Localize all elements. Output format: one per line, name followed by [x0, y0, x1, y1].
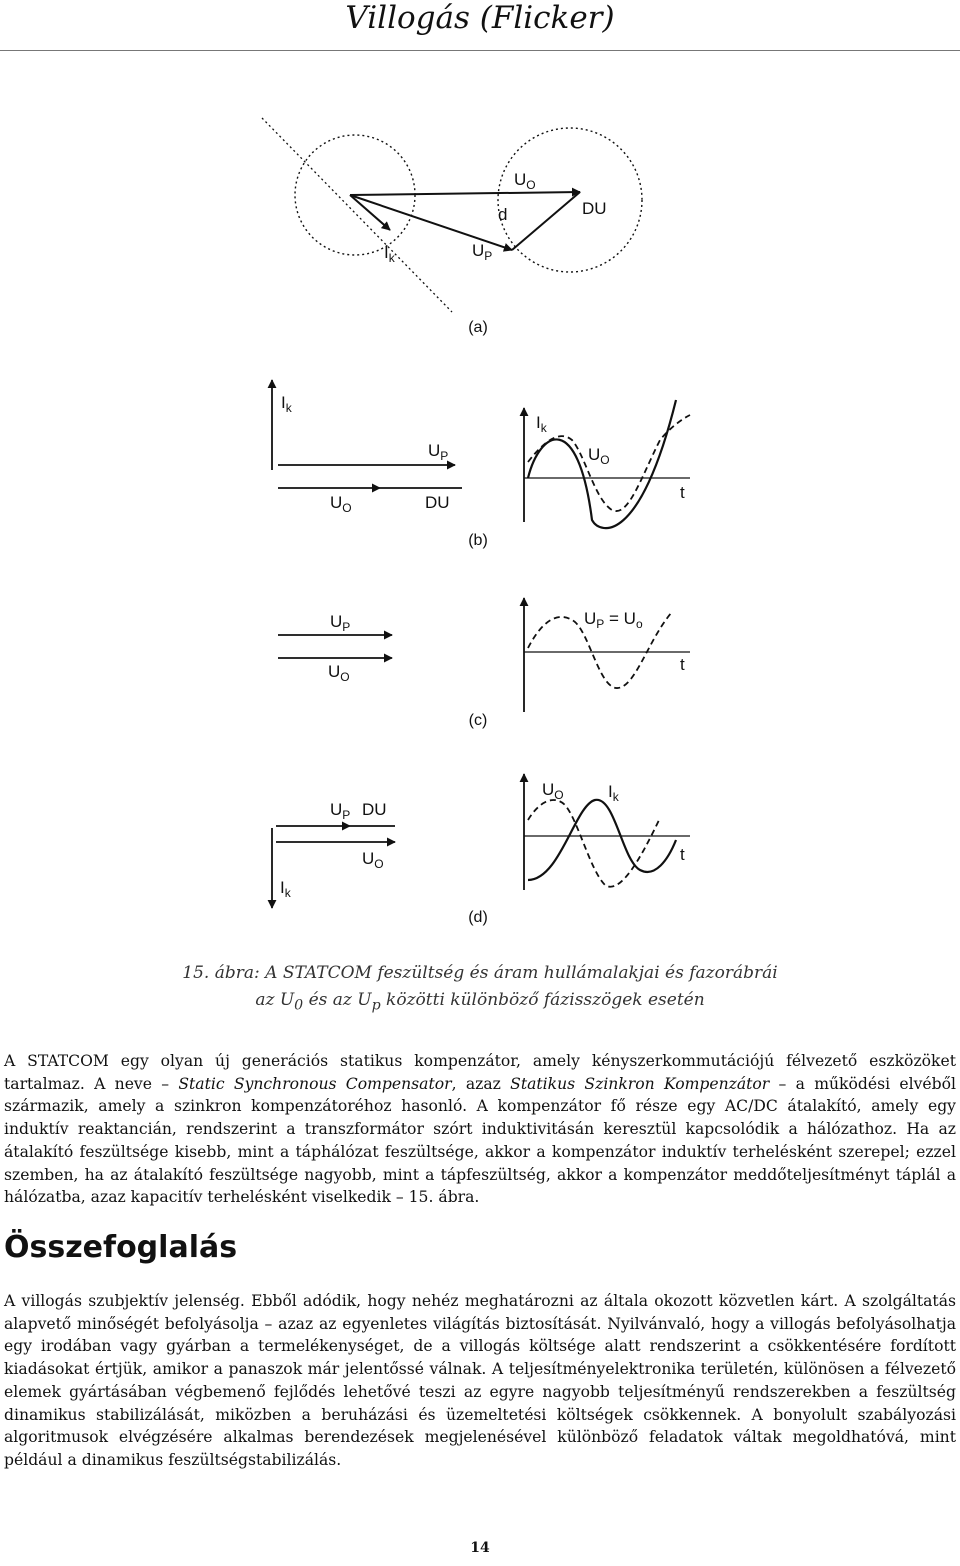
panel-tag-d: (d)	[468, 909, 488, 926]
phasor-uo	[350, 192, 580, 195]
paragraph-statcom: A STATCOM egy olyan új generációs statikus kompenzátor, amely kényszerkommutációjú félvezető eszközöket tartalmaz. A neve – Static Synchronous Compensator, azaz Statikus Szinkron Kompenzátor – a működési elvéből származik, amely a szinkron kompenzátoréhoz hasonló. A kompenzátor fő része egy AC/DC átalakító, amely egy induktív reaktancián, rendszerint a transzformátor szórt induktivitásán keresztül kapcsolódik a hálózathoz. Ha az átalakító feszültsége kisebb, mint a táphálózat feszültsége, akkor a kompenzátor induktív terhelésként szerepel; ezzel szemben, ha az átalakító feszültsége nagyobb, mint a tápfeszültség, akkor a kompenzátor meddőteljesítményt táplál a hálózatba, azaz kapacitív terhelésként viselkedik – 15. ábra.	[4, 1052, 956, 1207]
label-uo: $U_O$	[362, 849, 384, 871]
label-uo: $U_O$	[514, 170, 536, 192]
label-uo: $U_O$	[588, 445, 610, 467]
label-ik: $I_k$	[608, 782, 619, 804]
phasor-up	[350, 195, 512, 250]
phasor-du	[512, 192, 580, 250]
panel-a	[262, 118, 642, 336]
label-uo: $U_O$	[330, 493, 352, 515]
wave-ik	[528, 800, 676, 880]
panel-d	[272, 774, 690, 926]
label-t: t	[680, 483, 685, 502]
paragraph-summary: A villogás szubjektív jelenség. Ebből adódik, hogy nehéz meghatározni az általa okozott közvetlen kárt. A szolgáltatás alapvető minőségét befolyásolja – azaz az egyenletes világítás biztosítását. Nyilvánvaló, hogy a villogás befolyásolhatja egy irodában vagy gyárban a termelékenységet, de a villogás költsége alatt rendszerint a csökkentésére fordított kiadásokat értjük, amikor a panaszok már jelentőssé válnak. A teljesítményelektronika területén, különösen a félvezető elemek gyártásában végbemenő fejlődés lehetővé teszi az egyre nagyobb teljesítményű rendszerekben a feszültség dinamikus stabilizálását, miközben a beruházási és üzemeltetési költségek csökkennek. A bonyolult szabályozási algoritmusok elvégzésére alkalmas berendezések megjelenésével különböző feladatok váltak megoldhatóvá, mint például a dinamikus feszültségstabilizálás.	[4, 1292, 956, 1469]
panel-tag-a: (a)	[468, 319, 488, 336]
label-up: $U_P$	[330, 800, 351, 822]
dotted-diagonal	[262, 118, 452, 312]
label-uo: $U_O$	[328, 662, 350, 684]
label-t: t	[680, 655, 685, 674]
panel-c	[278, 598, 690, 729]
panel-b	[272, 380, 690, 549]
wave-uo	[528, 800, 660, 887]
label-ik: $I_k$	[281, 393, 292, 415]
page-number: 14	[470, 1540, 490, 1556]
label-t: t	[680, 845, 685, 864]
label-du: DU	[582, 199, 607, 218]
label-up: $U_P$	[330, 612, 351, 634]
panel-tag-c: (c)	[468, 712, 488, 729]
label-ik: $I_k$	[536, 413, 547, 435]
label-up: $U_P$	[472, 241, 493, 263]
label-du: DU	[362, 800, 387, 819]
label-d: d	[498, 205, 508, 224]
panel-tag-b: (b)	[468, 532, 488, 549]
page-header-title: Villogás (Flicker)	[345, 0, 615, 36]
label-ik: $I_k$	[280, 878, 291, 900]
section-title: Összefoglalás	[4, 1230, 238, 1265]
figure-caption-line-1: 15. ábra: A STATCOM feszültség és áram hullámalakjai és fazorábrái	[182, 963, 778, 983]
label-du: DU	[425, 493, 450, 512]
label-up-equals-uo: $U_P = U_o$	[584, 609, 643, 631]
figure-caption-line-2: az $U_0$ és az $U_p$ közötti különböző fázisszögek esetén	[255, 990, 705, 1014]
label-uo: $U_O$	[542, 780, 564, 802]
label-up: $U_P$	[428, 441, 449, 463]
phasor-ik	[350, 195, 390, 230]
label-ik: $I_k$	[384, 243, 395, 265]
